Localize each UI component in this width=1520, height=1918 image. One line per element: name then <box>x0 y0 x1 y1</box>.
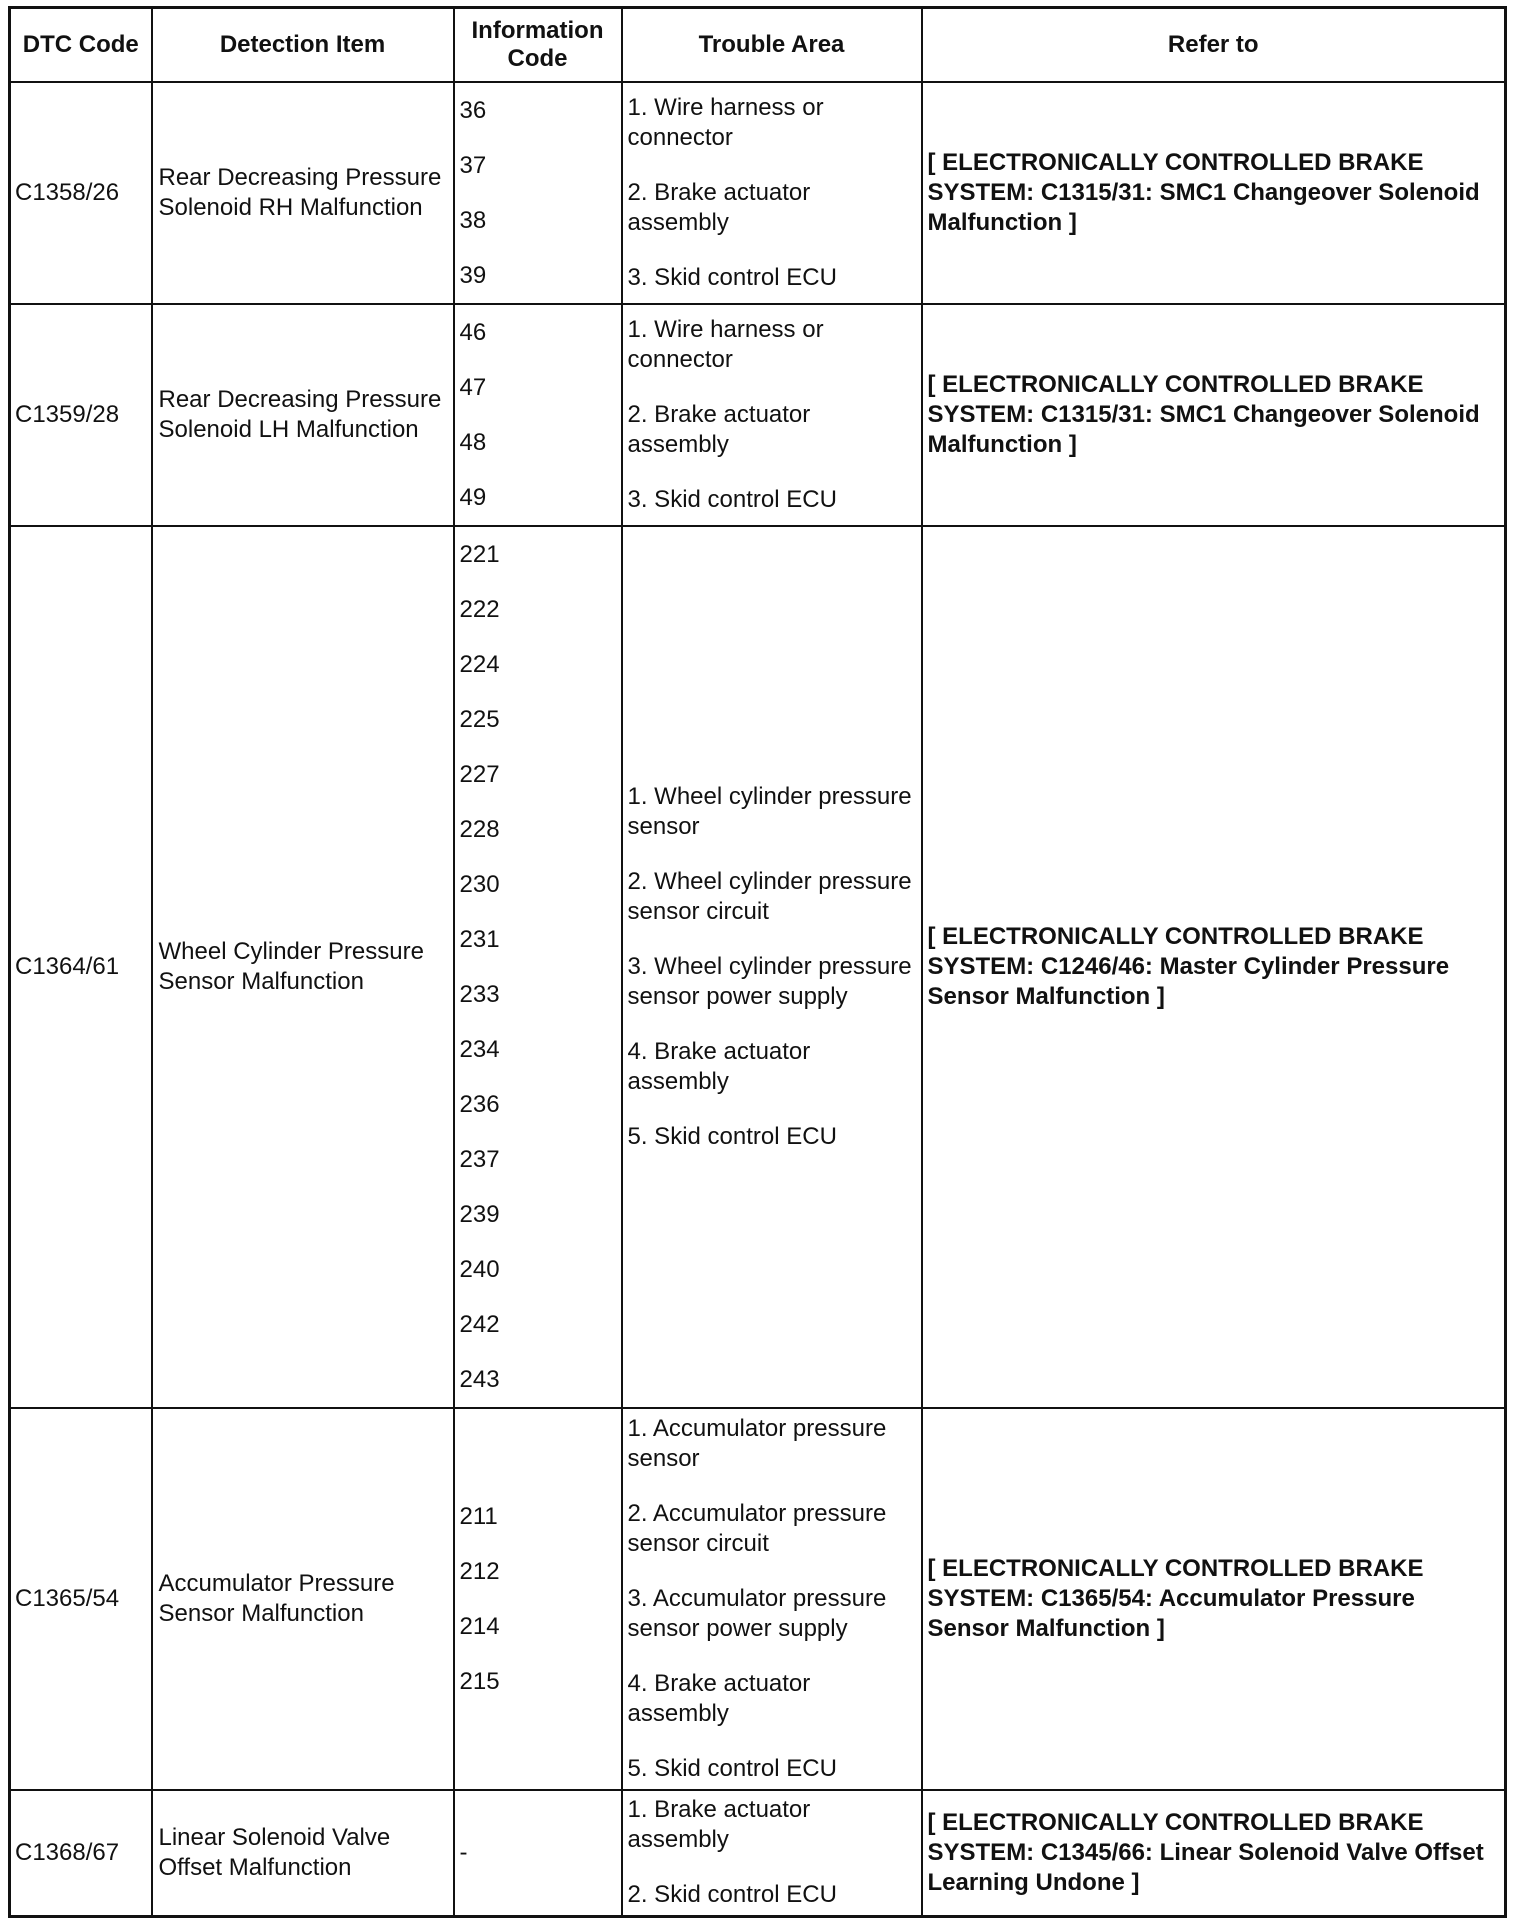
trouble-area-item: 2. Wheel cylinder pressure sensor circuit <box>627 868 912 925</box>
trouble-area-item: 5. Skid control ECU <box>627 1755 837 1782</box>
information-code-cell <box>454 1408 622 1790</box>
trouble-area-item: 1. Wire harness or connector <box>627 316 824 373</box>
dtc-code-cell: C1364/61 <box>10 526 152 1408</box>
information-code: 237 <box>459 1146 500 1173</box>
header-row <box>10 8 1506 83</box>
refer-to-cell: [ ELECTRONICALLY CONTROLLED BRAKE SYSTEM: C1246/46: Master Cylinder Pressure Sensor Malfunction ] <box>922 526 1506 1408</box>
trouble-area-cell <box>622 526 922 1408</box>
information-code: 228 <box>459 816 500 843</box>
information-code: 236 <box>459 1091 500 1118</box>
trouble-area-item: 1. Wire harness or connector <box>627 94 824 151</box>
detection-item-cell: Rear Decreasing Pressure Solenoid RH Malfunction <box>152 82 454 304</box>
information-code: 46 <box>459 319 487 346</box>
dtc-code-cell: C1368/67 <box>10 1790 152 1916</box>
refer-to-cell: [ ELECTRONICALLY CONTROLLED BRAKE SYSTEM: C1345/66: Linear Solenoid Valve Offset Learning Undone ] <box>922 1790 1506 1916</box>
information-code: - <box>459 1839 468 1867</box>
dtc-code-cell: C1359/28 <box>10 304 152 526</box>
header-dtc-code: DTC Code <box>10 8 152 83</box>
trouble-area-item: 3. Skid control ECU <box>627 264 837 291</box>
information-code: 215 <box>459 1668 500 1695</box>
refer-to-cell: [ ELECTRONICALLY CONTROLLED BRAKE SYSTEM: C1365/54: Accumulator Pressure Sensor Malfunction ] <box>922 1408 1506 1790</box>
trouble-area-item: 2. Skid control ECU <box>627 1881 837 1909</box>
header-detection-item: Detection Item <box>152 8 454 83</box>
header-refer-to: Refer to <box>922 8 1506 83</box>
information-code: 225 <box>459 706 500 733</box>
information-code-cell <box>454 82 622 304</box>
detection-item-cell: Linear Solenoid Valve Offset Malfunction <box>152 1790 454 1916</box>
information-code: 242 <box>459 1311 500 1338</box>
information-code: 233 <box>459 981 500 1008</box>
detection-item-cell: Rear Decreasing Pressure Solenoid LH Malfunction <box>152 304 454 526</box>
information-code: 212 <box>459 1558 500 1585</box>
information-code-cell <box>454 304 622 526</box>
trouble-area-item: 1. Wheel cylinder pressure sensor <box>627 783 912 840</box>
trouble-area-item: 2. Brake actuator assembly <box>627 401 811 458</box>
information-code: 224 <box>459 651 500 678</box>
refer-to-cell: [ ELECTRONICALLY CONTROLLED BRAKE SYSTEM: C1315/31: SMC1 Changeover Solenoid Malfunction ] <box>922 304 1506 526</box>
information-code: 38 <box>459 207 487 234</box>
information-code: 239 <box>459 1201 500 1228</box>
dtc-code-cell: C1365/54 <box>10 1408 152 1790</box>
header-information-code: Information Code <box>454 8 622 83</box>
information-code: 47 <box>459 374 487 401</box>
trouble-area-item: 2. Accumulator pressure sensor circuit <box>627 1500 887 1557</box>
trouble-area-item: 3. Wheel cylinder pressure sensor power supply <box>627 953 912 1010</box>
trouble-area-cell <box>622 1790 922 1916</box>
trouble-area-item: 3. Accumulator pressure sensor power supply <box>627 1585 887 1642</box>
trouble-area-cell <box>622 1408 922 1790</box>
trouble-area-cell <box>622 304 922 526</box>
information-code: 234 <box>459 1036 500 1063</box>
information-code: 222 <box>459 596 500 623</box>
dtc-table <box>8 6 1507 1918</box>
information-code: 37 <box>459 152 487 179</box>
table-row <box>10 82 1506 304</box>
information-code: 230 <box>459 871 500 898</box>
trouble-area-item: 1. Brake actuator assembly <box>627 1796 811 1854</box>
dtc-code-cell: C1358/26 <box>10 82 152 304</box>
information-code: 231 <box>459 926 500 953</box>
information-code: 243 <box>459 1366 500 1393</box>
information-code: 214 <box>459 1613 500 1640</box>
trouble-area-cell <box>622 82 922 304</box>
refer-to-cell: [ ELECTRONICALLY CONTROLLED BRAKE SYSTEM: C1315/31: SMC1 Changeover Solenoid Malfunction ] <box>922 82 1506 304</box>
trouble-area-item: 1. Accumulator pressure sensor <box>627 1415 887 1472</box>
information-code-cell <box>454 1790 622 1916</box>
table-row <box>10 526 1506 1408</box>
table-row <box>10 1790 1506 1916</box>
trouble-area-item: 3. Skid control ECU <box>627 486 837 513</box>
information-code: 39 <box>459 262 487 289</box>
trouble-area-item: 4. Brake actuator assembly <box>627 1038 811 1095</box>
information-code: 240 <box>459 1256 500 1283</box>
information-code: 36 <box>459 97 487 124</box>
information-code: 221 <box>459 541 500 568</box>
detection-item-cell: Wheel Cylinder Pressure Sensor Malfunction <box>152 526 454 1408</box>
information-code: 227 <box>459 761 500 788</box>
trouble-area-item: 2. Brake actuator assembly <box>627 179 811 236</box>
information-code-cell <box>454 526 622 1408</box>
table-row <box>10 1408 1506 1790</box>
information-code: 211 <box>459 1503 498 1530</box>
detection-item-cell: Accumulator Pressure Sensor Malfunction <box>152 1408 454 1790</box>
trouble-area-item: 5. Skid control ECU <box>627 1123 837 1150</box>
table-body <box>10 82 1506 1916</box>
information-code: 49 <box>459 484 487 511</box>
information-code: 48 <box>459 429 487 456</box>
table-row <box>10 304 1506 526</box>
header-trouble-area: Trouble Area <box>622 8 922 83</box>
trouble-area-item: 4. Brake actuator assembly <box>627 1670 811 1727</box>
